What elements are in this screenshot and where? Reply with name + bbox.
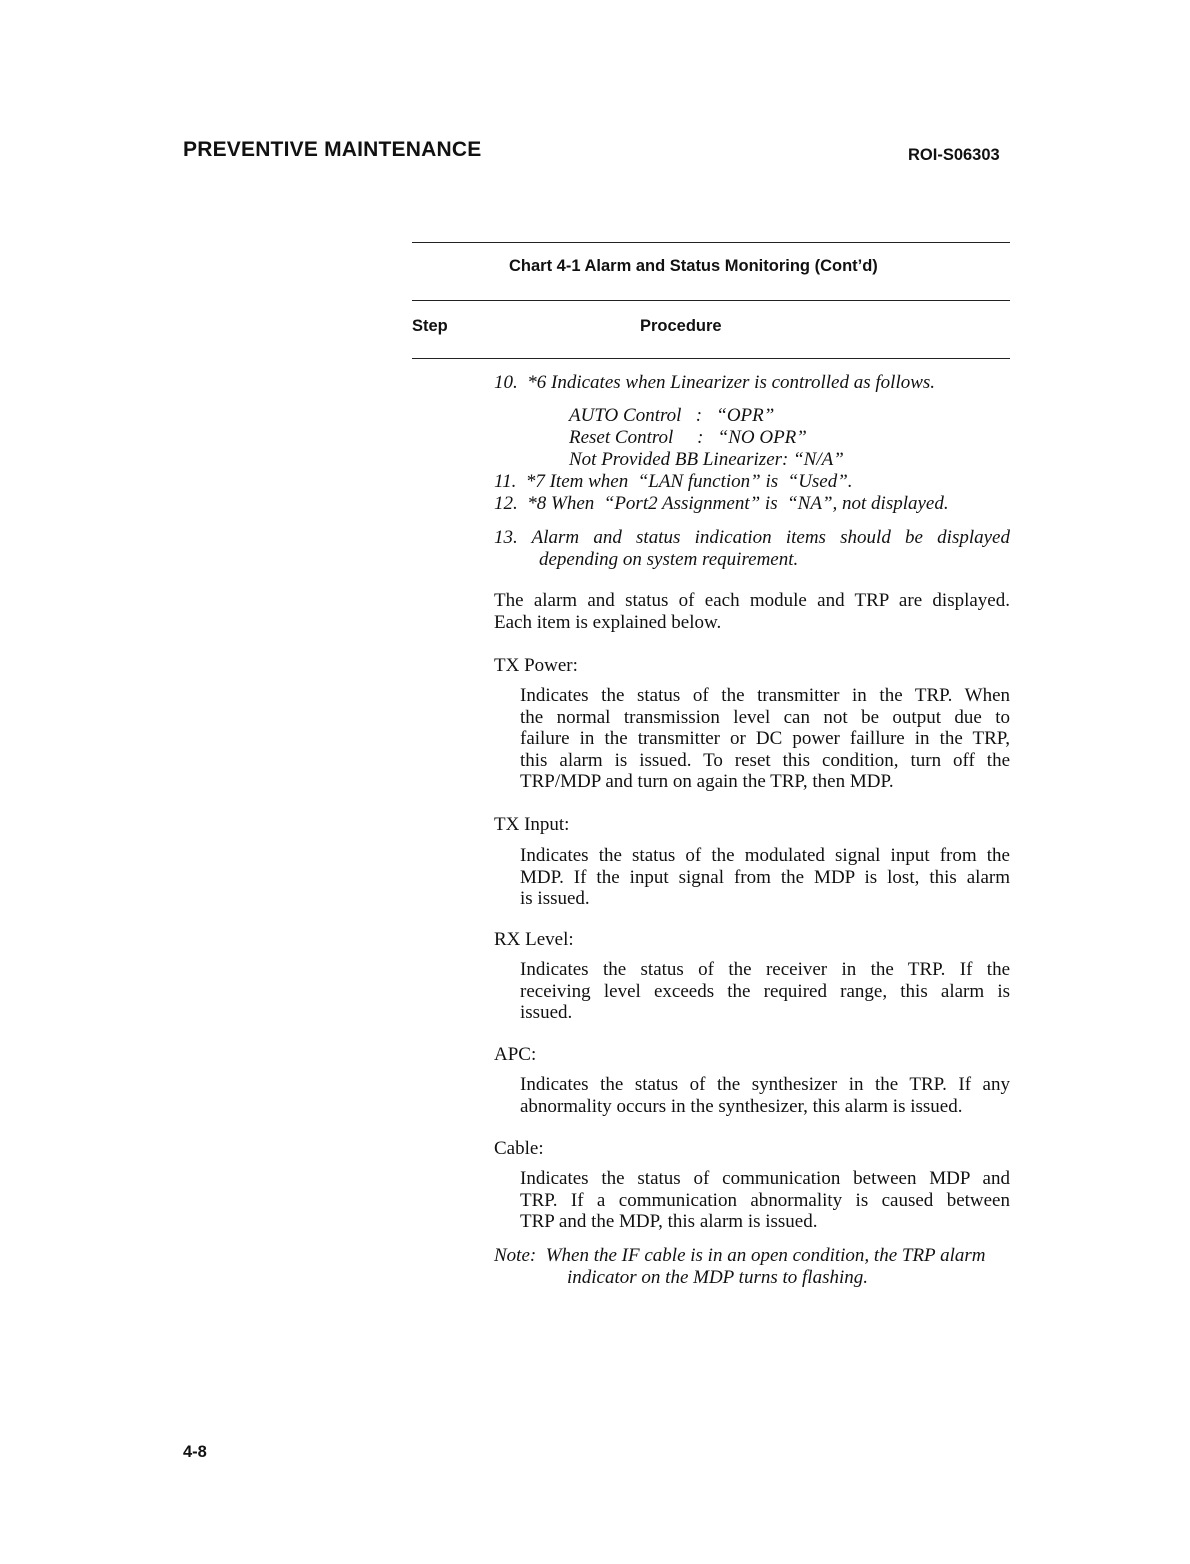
cable-line-3: TRP and the MDP, this alarm is issued. — [520, 1211, 818, 1232]
tx-power-line-5: TRP/MDP and turn on again the TRP, then MDP. — [520, 771, 894, 792]
tx-input-line-1: Indicates the status of the modulated signal input from the — [520, 845, 1010, 866]
intro-line-2: Each item is explained below. — [494, 611, 722, 633]
tx-power-line-3: failure in the transmitter or DC power faillure in the TRP, — [520, 728, 1010, 749]
tx-input-label: TX Input: — [494, 814, 570, 835]
cable-line-1: Indicates the status of communication between MDP and — [520, 1168, 1010, 1189]
rx-level-description — [520, 959, 1010, 1024]
tx-input-description — [520, 845, 1010, 910]
title-rule — [412, 300, 1010, 301]
column-rule — [412, 358, 1010, 359]
page-number: 4-8 — [183, 1443, 207, 1461]
tx-power-line-2: the normal transmission level can not be output due to — [520, 706, 1010, 728]
intro-line-1: The alarm and status of each module and TRP are displayed. — [494, 590, 1010, 611]
tx-power-description — [520, 685, 1010, 793]
cable-description — [520, 1168, 1010, 1233]
rx-level-label: RX Level: — [494, 929, 574, 950]
apc-label: APC: — [494, 1044, 537, 1065]
apc-line-1: Indicates the status of the synthesizer in the TRP. If any — [520, 1074, 1010, 1095]
apc-line-2: abnormality occurs in the synthesizer, this alarm is issued. — [520, 1095, 963, 1117]
note-10-auto: AUTO Control : “OPR” — [569, 405, 775, 426]
intro-paragraph — [494, 590, 1010, 633]
tx-power-line-1: Indicates the status of the transmitter in the TRP. When — [520, 685, 1010, 706]
document-id: ROI-S06303 — [908, 146, 1000, 164]
rx-level-line-2: receiving level exceeds the required range, this alarm is — [520, 980, 1010, 1002]
section-title: PREVENTIVE MAINTENANCE — [183, 138, 482, 161]
note-line-2: indicator on the MDP turns to flashing. — [567, 1267, 869, 1288]
note-11: 11. *7 Item when “LAN function” is “Used”. — [494, 471, 853, 492]
note-10-reset: Reset Control : “NO OPR” — [569, 427, 807, 448]
column-procedure: Procedure — [640, 317, 722, 335]
note-line-1: Note: When the IF cable is in an open condition, the TRP alarm — [494, 1245, 986, 1266]
note-13-line-1: 13. Alarm and status indication items should be displayed — [494, 527, 1010, 548]
note-12: 12. *8 When “Port2 Assignment” is “NA”, not displayed. — [494, 493, 949, 514]
chart-title: Chart 4-1 Alarm and Status Monitoring (Cont’d) — [509, 257, 878, 275]
cable-line-2: TRP. If a communication abnormality is caused between — [520, 1189, 1010, 1211]
tx-input-line-3: is issued. — [520, 888, 590, 909]
tx-input-line-2: MDP. If the input signal from the MDP is lost, this alarm — [520, 866, 1010, 888]
note-10-not-provided: Not Provided BB Linearizer: “N/A” — [569, 449, 844, 470]
note-10: 10. *6 Indicates when Linearizer is controlled as follows. — [494, 372, 936, 393]
tx-power-label: TX Power: — [494, 655, 578, 676]
column-step: Step — [412, 317, 448, 335]
tx-power-line-4: this alarm is issued. To reset this condition, turn off the — [520, 749, 1010, 771]
top-rule — [412, 242, 1010, 243]
apc-description — [520, 1074, 1010, 1117]
note-13-line-2: depending on system requirement. — [539, 549, 799, 570]
rx-level-line-3: issued. — [520, 1002, 573, 1023]
rx-level-line-1: Indicates the status of the receiver in the TRP. If the — [520, 959, 1010, 980]
note-13 — [494, 527, 1010, 549]
cable-label: Cable: — [494, 1138, 544, 1159]
